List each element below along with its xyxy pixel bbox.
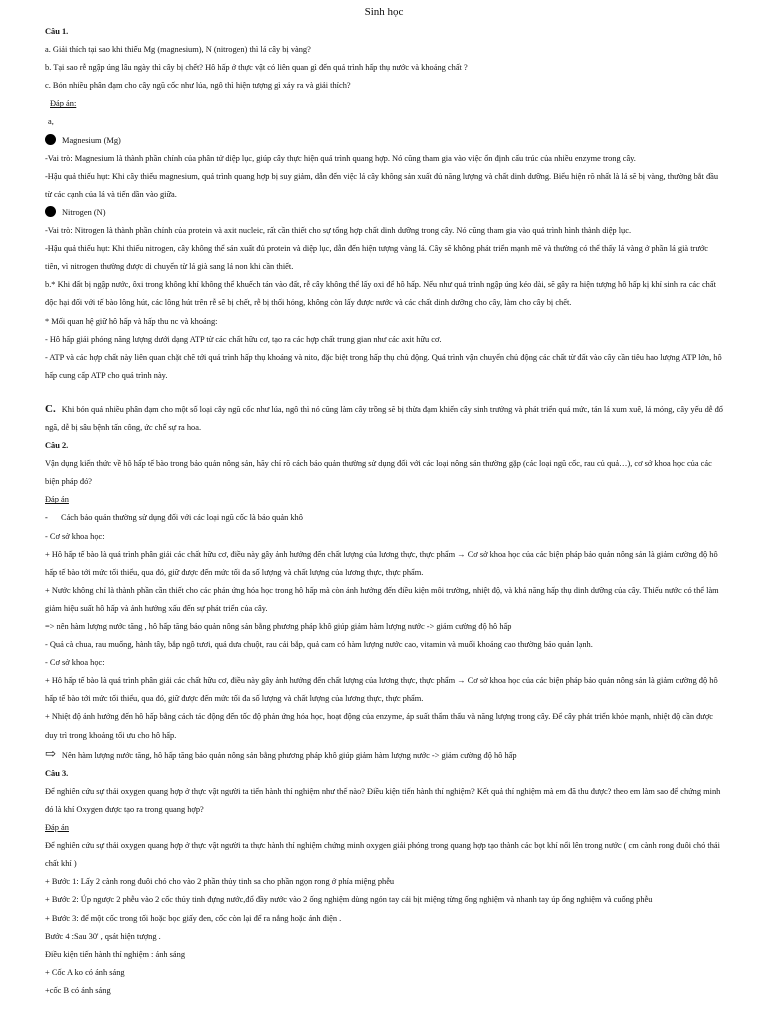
- nitrogen-role: -Vai trò: Nitrogen là thành phần chính của protein và axit nucleic, rất cần thiết cho sự tổng hợp chất dinh dưỡng trong cây. Nó cũng tham gia vào quá trình hình thành diệp lục.: [45, 226, 632, 236]
- scientific-basis-1: - Cơ sở khoa học:: [45, 531, 105, 541]
- question-2-text: Vận dụng kiến thức về hô hấp tế bào trong bảo quản nông sản, hãy chỉ rõ cách bảo quản thường sử dụng đối với các loại nông sản thường gặp (các loại ngũ cốc, rau củ quả…), cơ sở khoa học của các biện pháp đó?: [45, 459, 712, 487]
- nitrogen-heading: [45, 204, 723, 222]
- answer-1c-label: C.: [45, 402, 56, 415]
- cold-storage-text: - Quả cà chua, rau muống, hành tây, bắp ngô tươi, quả dưa chuột, rau cải bắp, quả cam có hàm lượng nước cao, vitamin và muối khoáng cao thường bảo quản lạnh.: [45, 640, 593, 650]
- answer-1c: [45, 400, 723, 437]
- answer-1-label: Đáp án:: [50, 99, 77, 109]
- answer-2-label: Đáp án: [45, 495, 69, 505]
- respiration-relation-heading: * Mối quan hệ giữ hô hấp và hấp thu nc và khoáng:: [45, 316, 218, 326]
- nitrogen-label: Nitrogen (N): [62, 207, 106, 217]
- answer-3-label: Đáp án: [45, 823, 69, 833]
- step-1: + Bước 1: Lấy 2 cành rong đuôi chó cho vào 2 phần thủy tinh sa cho phần ngọn rong ở phía miệng phễu: [45, 877, 395, 887]
- dash-marker: -: [45, 513, 48, 523]
- page-title: Sinh học: [364, 6, 404, 18]
- question-1b: b. Tại sao rễ ngập úng lâu ngày thì cây bị chết? Hô hấp ở thực vật có liên quan gì đến quá trình hấp thụ nước và khoáng chất ?: [45, 63, 468, 73]
- answer-1a-label: a,: [48, 117, 54, 127]
- spacer: [45, 385, 723, 400]
- arrow-right-icon: ⇨: [45, 745, 56, 761]
- respiration-atp: - Hô hấp giải phóng năng lượng dưới dạng ATP từ các chất hữu cơ, tạo ra các hợp chất trung gian như các axit hữu cơ.: [45, 334, 442, 344]
- basis-1-conclusion: => nên hàm lượng nước tăng , hô hấp tăng bảo quản nông sản bằng phương pháp khô giúp giảm hàm lượng nước -> giảm cường độ hô hấp: [45, 622, 512, 631]
- basis-2-conclusion: [45, 745, 723, 765]
- answer-3-intro: Để nghiên cứu sự thải oxygen quang hợp ở thực vật người ta thực hành thí nghiệm chứng minh oxygen giải phóng trong quang hợp tạo thành các bọt khí nổi lên trong nước ( cm cành rong đuôi chó thải chất khí ): [45, 841, 720, 869]
- basis-2-respiration: + Hô hấp tế bào là quá trình phân giải các chất hữu cơ, điều này gây ảnh hưởng đến chất lượng của lương thực, thực phẩm → Cơ sở khoa học của các biện pháp bảo quản nông sản là giảm cường độ hô hấp tế bào tới mức tối thiểu, qua đó, giữ được đến mức tối đa số lượng và chất lượng của lương thực, thực phẩm.: [45, 676, 718, 704]
- cup-b: +cốc B có ánh sáng: [45, 985, 111, 995]
- basis-2-temperature: + Nhiệt độ ảnh hưởng đến hô hấp bằng cách tác động đến tốc độ phản ứng hóa học, hoạt động của enzyme, áp suất thẩm thấu và năng lượng trong cây. Để cây phát triển khỏe mạnh, nhiệt độ cần được duy trì trong khoảng tối ưu cho hô hấp.: [45, 712, 713, 740]
- experiment-condition: Điều kiện tiến hành thí nghiệm : ánh sáng: [45, 949, 186, 959]
- answer-1b: b.* Khi đất bị ngập nước, ôxi trong không khí không thể khuếch tán vào đất, rễ cây không thể lấy oxi để hô hấp. Nếu như quá trình ngập úng kéo dài, sẽ gây ra hiện tượng hô hấp kị khí sinh ra các chất độc hại đối với tế bào lông hút, các lông hút trên rễ sẽ bị chết, rễ bị thối hỏng, không còn lấy được nước và các chất dinh dưỡng cho cây, làm cho cây bị chết.: [45, 280, 716, 308]
- basis-1-water: + Nước không chỉ là thành phần cần thiết cho các phản ứng hóa học trong hô hấp mà còn ảnh hưởng đến điều kiện môi trường, nhiệt độ, và khả năng hấp thụ dinh dưỡng của cây. Thiếu nước có thể làm giảm hiệu suất hô hấp và ảnh hưởng xấu đến sự phát triển của cây.: [45, 585, 719, 613]
- cup-a: + Cốc A ko có ánh sáng: [45, 967, 125, 977]
- basis-1-respiration: + Hô hấp tế bào là quá trình phân giải các chất hữu cơ, điều này gây ảnh hưởng đến chất lượng của lương thực, thực phẩm → Cơ sở khoa học của các biện pháp bảo quản nông sản là giảm cường độ hô hấp tế bào tới mức tối thiểu, qua đó, giữ được đến mức tối đa số lượng và chất lượng của lương thực, thực phẩm.: [45, 549, 718, 577]
- question-3-text: Để nghiên cứu sự thải oxygen quang hợp ở thực vật người ta tiến hành thí nghiệm như thế nào? Điều kiện tiến hành thí nghiệm? Kết quả thí nghiệm mà em đã thu được? theo em làm sao để chứng minh đó là khí Oxygen được tạo ra trong quang hợp?: [45, 786, 721, 814]
- question-1-heading: Câu 1.: [45, 27, 69, 36]
- nitrogen-deficiency: -Hậu quả thiếu hụt: Khi thiếu nitrogen, cây không thể sản xuất đủ protein và diệp lục, dẫn đến hiện tượng vàng lá. Cây sẽ không phát triển mạnh mẽ và thường có thể thấy lá vàng ở phần lá già trước tiên, vì nitrogen thường được di chuyển từ lá già sang lá non khi cần thiết.: [45, 244, 709, 272]
- answer-1c-text: Khi bón quá nhiều phân đạm cho một số loại cây ngũ cốc như lúa, ngô thì nó cũng làm cây trồng sẽ bị thừa đạm khiến cây sinh trưởng và phát triển quá mức, tán lá xum xuê, lá mỏng, cây yếu dễ đổ ngã, dễ bị sâu bệnh tấn công, ức chế sự ra hoa.: [45, 404, 723, 432]
- basis-2-conclusion-text: Nên hàm lượng nước tăng, hô hấp tăng bảo quản nông sản bằng phương pháp khô giúp giảm hàm lượng nước -> giảm cường độ hô hấp: [61, 750, 517, 760]
- bullet-icon: [45, 206, 56, 217]
- dry-storage-heading: [45, 509, 723, 527]
- question-2-heading: Câu 2.: [45, 441, 69, 451]
- step-4: Bước 4 :Sau 30' , qsát hiện tượng .: [45, 931, 161, 941]
- magnesium-label: Magnesium (Mg): [62, 135, 121, 145]
- question-1a: a. Giải thích tại sao khi thiếu Mg (magnesium), N (nitrogen) thì lá cây bị vàng?: [45, 45, 311, 55]
- step-3: + Bước 3: để một cốc trong tối hoặc bọc giấy đen, cốc còn lại để ra nắng hoặc ánh điện .: [45, 913, 342, 923]
- bullet-icon: [45, 134, 56, 145]
- magnesium-heading: [45, 132, 723, 150]
- dry-storage-text: Cách bảo quản thường sử dụng đối với các loại ngũ cốc là bảo quản khô: [61, 513, 303, 523]
- atp-absorption: - ATP và các hợp chất này liên quan chặt chẽ tới quá trình hấp thụ khoáng và nito, đặc biệt trong hấp thụ chủ động. Quá trình vận chuyển chủ động các chất từ đất vào cây cần tiêu hao lượng ATP lớn, hô hấp cung cấp ATP cho quá trình này.: [45, 352, 722, 380]
- magnesium-role: -Vai trò: Magnesium là thành phần chính của phân tử diệp lục, giúp cây thực hiện quá trình quang hợp. Nó cũng tham gia vào việc ổn định cấu trúc của nhiều enzyme trong cây.: [45, 153, 636, 163]
- magnesium-deficiency: -Hậu quả thiếu hụt: Khi cây thiếu magnesium, quá trình quang hợp bị suy giảm, dẫn đến việc lá cây không sản xuất đủ năng lượng và chất dinh dưỡng. Biểu hiện rõ nhất là lá sẽ bị vàng, thường bắt đầu từ các cạnh của lá và tiến dần vào giữa.: [45, 171, 719, 199]
- step-2: + Bước 2: Úp ngược 2 phễu vào 2 cốc thủy tinh đựng nước,đổ đầy nước vào 2 ống nghiệm dùng ngón tay cái bịt miệng từng ống nghiệm và nhanh tay úp ống nghiệm và cuống phễu: [45, 895, 653, 905]
- question-1c: c. Bón nhiều phân đạm cho cây ngũ cốc như lúa, ngô thì hiện tượng gì xảy ra và giải thích?: [45, 81, 351, 91]
- question-3-heading: Câu 3.: [45, 768, 69, 778]
- scientific-basis-2: - Cơ sở khoa học:: [45, 658, 105, 668]
